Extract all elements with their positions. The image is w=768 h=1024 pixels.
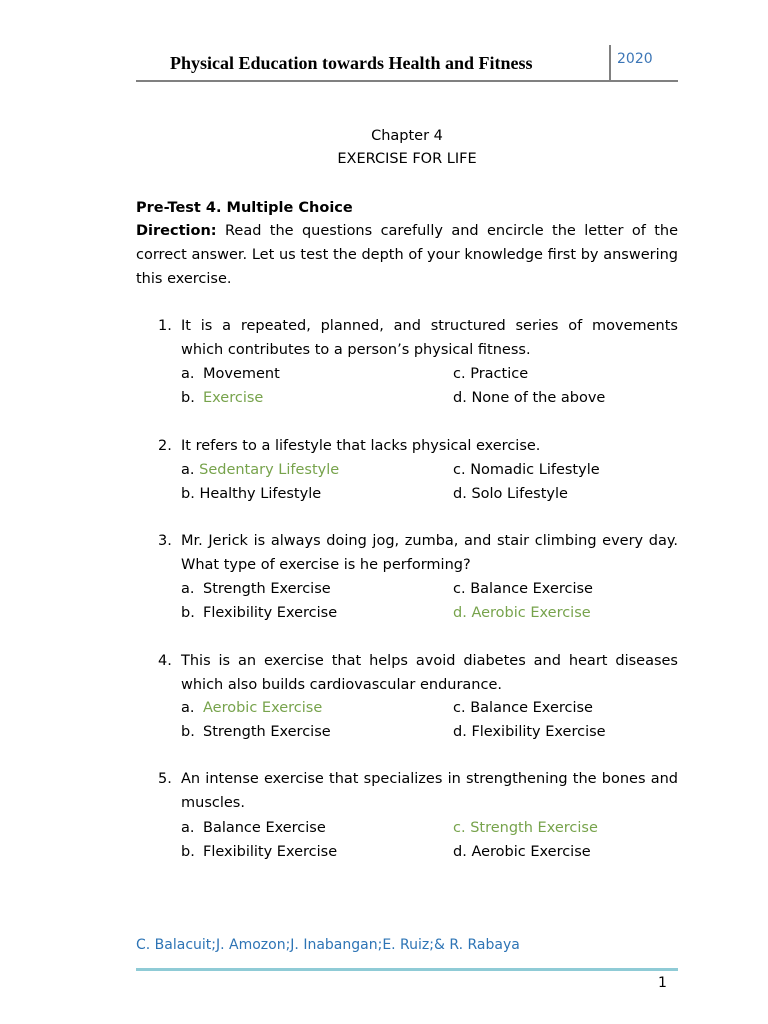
question-number: 2. xyxy=(158,438,172,454)
option-d: d. Flexibility Exercise xyxy=(453,724,606,740)
option-c: c. Nomadic Lifestyle xyxy=(453,462,600,478)
option-a: a. Strength Exercise xyxy=(181,581,331,597)
page-number: 1 xyxy=(658,975,667,991)
question-number: 3. xyxy=(158,533,172,549)
option-d: d. Aerobic Exercise xyxy=(453,844,591,860)
pretest-heading: Pre-Test 4. Multiple Choice xyxy=(136,200,353,216)
question-number: 5. xyxy=(158,771,172,787)
option-b: b. Flexibility Exercise xyxy=(181,605,338,621)
direction-label: Direction: xyxy=(136,223,217,239)
option-c-answer: c. Strength Exercise xyxy=(453,820,598,836)
footer-authors: C. Balacuit;J. Amozon;J. Inabangan;E. Ruiz;& R. Rabaya xyxy=(136,937,520,953)
option-c: c. Balance Exercise xyxy=(453,700,593,716)
direction-paragraph xyxy=(136,219,678,291)
option-d: d. Solo Lifestyle xyxy=(453,486,568,502)
option-c: c. Balance Exercise xyxy=(453,581,593,597)
question-text: Mr. Jerick is always doing jog, zumba, and stair climbing every day. What type of exercise is he performing? xyxy=(181,533,678,573)
question-text: It is a repeated, planned, and structured series of movements which contributes to a person’s physical fitness. xyxy=(181,318,678,358)
question-text: This is an exercise that helps avoid diabetes and heart diseases which also builds cardiovascular endurance. xyxy=(181,653,678,693)
option-b: b. Healthy Lifestyle xyxy=(181,486,322,502)
option-b: b. Strength Exercise xyxy=(181,724,331,740)
header-rule xyxy=(136,80,678,82)
question-text: An intense exercise that specializes in strengthening the bones and muscles. xyxy=(181,771,678,811)
footer-rule xyxy=(136,968,678,971)
header-divider xyxy=(609,45,611,81)
option-a: a. Movement xyxy=(181,366,280,382)
option-c: c. Practice xyxy=(453,366,529,382)
option-b-answer: b. Exercise xyxy=(181,390,264,406)
option-a: a. Balance Exercise xyxy=(181,820,326,836)
chapter-number: Chapter 4 xyxy=(371,128,443,144)
question-text: It refers to a lifestyle that lacks physical exercise. xyxy=(181,438,541,454)
header-year: 2020 xyxy=(617,51,653,67)
question-number: 1. xyxy=(158,318,172,334)
direction-text: Read the questions carefully and encircle the letter of the correct answer. Let us test the depth of your knowledge first by answering this exercise. xyxy=(136,223,678,287)
option-d-answer: d. Aerobic Exercise xyxy=(453,605,591,621)
option-b: b. Flexibility Exercise xyxy=(181,844,338,860)
chapter-title: EXERCISE FOR LIFE xyxy=(337,151,477,167)
question-number: 4. xyxy=(158,653,172,669)
document-header-title: Physical Education towards Health and Fitness xyxy=(170,53,533,73)
option-a-answer: a. Sedentary Lifestyle xyxy=(181,462,340,478)
option-d: d. None of the above xyxy=(453,390,606,406)
option-a-answer: a. Aerobic Exercise xyxy=(181,700,323,716)
